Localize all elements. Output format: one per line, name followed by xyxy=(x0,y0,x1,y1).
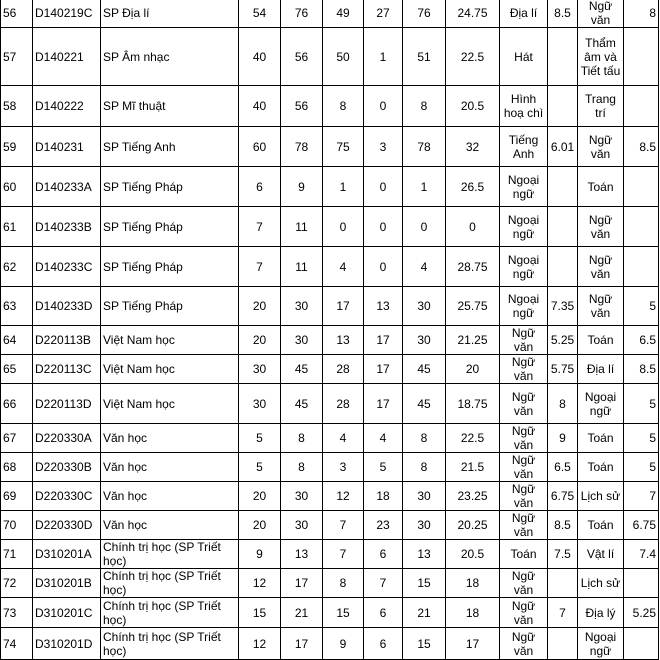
admitted-2: 6 xyxy=(364,540,403,569)
quota: 5 xyxy=(239,453,281,482)
cutoff-score: 18 xyxy=(446,598,500,628)
subject-2: Ngữ văn xyxy=(578,0,624,28)
total: 15 xyxy=(403,569,446,598)
program-name: SP Tiếng Pháp xyxy=(101,247,239,287)
program-name: Chính trị học (SP Triết học) xyxy=(101,598,239,628)
subject-2: Ngoại ngữ xyxy=(578,628,624,660)
admitted-2: 6 xyxy=(364,628,403,660)
target: 8 xyxy=(281,453,323,482)
row-number: 73 xyxy=(1,598,33,628)
subject-2: Ngữ văn xyxy=(578,127,624,167)
total: 1 xyxy=(403,167,446,207)
admitted-2: 6 xyxy=(364,598,403,628)
admitted-2: 5 xyxy=(364,453,403,482)
program-name: Chính trị học (SP Triết học) xyxy=(101,540,239,569)
table-row xyxy=(1,0,659,28)
program-code: D310201C xyxy=(33,598,101,628)
subject-2-score: 5 xyxy=(624,424,659,453)
admitted-1: 13 xyxy=(323,326,364,355)
admitted-1: 49 xyxy=(323,0,364,28)
program-name: SP Tiếng Pháp xyxy=(101,287,239,326)
subject-1-score xyxy=(548,86,578,127)
program-code: D140233D xyxy=(33,287,101,326)
subject-1-score: 9 xyxy=(548,424,578,453)
subject-2: Toán xyxy=(578,424,624,453)
row-number: 71 xyxy=(1,540,33,569)
admitted-2: 0 xyxy=(364,207,403,247)
admitted-2: 1 xyxy=(364,28,403,86)
table-row xyxy=(1,628,659,660)
subject-2: Vật lí xyxy=(578,540,624,569)
program-code: D140231 xyxy=(33,127,101,167)
quota: 7 xyxy=(239,207,281,247)
table-row xyxy=(1,127,659,167)
target: 56 xyxy=(281,28,323,86)
subject-1: Hình hoạ chì xyxy=(500,86,548,127)
row-number: 68 xyxy=(1,453,33,482)
quota: 15 xyxy=(239,598,281,628)
program-code: D220330B xyxy=(33,453,101,482)
total: 13 xyxy=(403,540,446,569)
program-name: SP Mĩ thuật xyxy=(101,86,239,127)
subject-2-score: 7 xyxy=(624,482,659,511)
row-number: 61 xyxy=(1,207,33,247)
row-number: 74 xyxy=(1,628,33,660)
table-row xyxy=(1,424,659,453)
program-code: D140219C xyxy=(33,0,101,28)
program-code: D310201D xyxy=(33,628,101,660)
cutoff-score: 20 xyxy=(446,355,500,384)
subject-1-score xyxy=(548,247,578,287)
quota: 7 xyxy=(239,247,281,287)
table-row xyxy=(1,28,659,86)
subject-2-score xyxy=(624,247,659,287)
target: 30 xyxy=(281,482,323,511)
program-name: SP Tiếng Pháp xyxy=(101,207,239,247)
subject-2-score xyxy=(624,28,659,86)
subject-2: Ngữ văn xyxy=(578,247,624,287)
admitted-1: 4 xyxy=(323,247,364,287)
admitted-1: 8 xyxy=(323,569,364,598)
admitted-1: 17 xyxy=(323,287,364,326)
subject-1: Ngữ văn xyxy=(500,384,548,424)
program-name: Văn học xyxy=(101,424,239,453)
cutoff-score: 21.25 xyxy=(446,326,500,355)
row-number: 59 xyxy=(1,127,33,167)
subject-1: Ngữ văn xyxy=(500,598,548,628)
admitted-1: 1 xyxy=(323,167,364,207)
subject-2: Lịch sử xyxy=(578,482,624,511)
admitted-1: 12 xyxy=(323,482,364,511)
row-number: 56 xyxy=(1,0,33,28)
admitted-2: 17 xyxy=(364,384,403,424)
subject-1: Ngữ văn xyxy=(500,482,548,511)
subject-2-score xyxy=(624,167,659,207)
subject-1-score xyxy=(548,628,578,660)
table-row xyxy=(1,569,659,598)
subject-1-score: 7 xyxy=(548,598,578,628)
subject-1: Ngoại ngữ xyxy=(500,287,548,326)
subject-1: Ngữ văn xyxy=(500,628,548,660)
table-row xyxy=(1,453,659,482)
total: 45 xyxy=(403,355,446,384)
program-name: SP Âm nhạc xyxy=(101,28,239,86)
cutoff-score: 22.5 xyxy=(446,28,500,86)
cutoff-score: 20.5 xyxy=(446,540,500,569)
target: 11 xyxy=(281,247,323,287)
cutoff-score: 32 xyxy=(446,127,500,167)
subject-1-score: 7.35 xyxy=(548,287,578,326)
target: 21 xyxy=(281,598,323,628)
admitted-1: 3 xyxy=(323,453,364,482)
row-number: 64 xyxy=(1,326,33,355)
subject-2-score: 5 xyxy=(624,287,659,326)
total: 30 xyxy=(403,287,446,326)
total: 30 xyxy=(403,482,446,511)
total: 21 xyxy=(403,598,446,628)
admitted-2: 18 xyxy=(364,482,403,511)
program-code: D220113C xyxy=(33,355,101,384)
program-code: D220113D xyxy=(33,384,101,424)
cutoff-score: 20.25 xyxy=(446,511,500,540)
subject-2: Ngoại ngữ xyxy=(578,384,624,424)
table-row xyxy=(1,540,659,569)
cutoff-score: 17 xyxy=(446,628,500,660)
program-name: SP Tiếng Anh xyxy=(101,127,239,167)
table-row xyxy=(1,511,659,540)
subject-2: Lịch sử xyxy=(578,569,624,598)
total: 51 xyxy=(403,28,446,86)
cutoff-score: 18.75 xyxy=(446,384,500,424)
subject-1: Ngữ văn xyxy=(500,355,548,384)
total: 45 xyxy=(403,384,446,424)
admitted-2: 0 xyxy=(364,167,403,207)
row-number: 66 xyxy=(1,384,33,424)
subject-1: Ngữ văn xyxy=(500,511,548,540)
program-code: D140233C xyxy=(33,247,101,287)
program-code: D140222 xyxy=(33,86,101,127)
row-number: 67 xyxy=(1,424,33,453)
subject-1: Tiếng Anh xyxy=(500,127,548,167)
subject-2-score xyxy=(624,207,659,247)
program-code: D220330C xyxy=(33,482,101,511)
subject-2-score: 8.5 xyxy=(624,355,659,384)
table-row xyxy=(1,247,659,287)
subject-2-score: 5 xyxy=(624,453,659,482)
admitted-1: 0 xyxy=(323,207,364,247)
subject-1-score xyxy=(548,167,578,207)
cutoff-score: 25.75 xyxy=(446,287,500,326)
admitted-1: 28 xyxy=(323,355,364,384)
quota: 30 xyxy=(239,384,281,424)
quota: 40 xyxy=(239,86,281,127)
cutoff-score: 18 xyxy=(446,569,500,598)
quota: 20 xyxy=(239,326,281,355)
admitted-1: 7 xyxy=(323,540,364,569)
program-name: Văn học xyxy=(101,511,239,540)
cutoff-score: 23.25 xyxy=(446,482,500,511)
target: 78 xyxy=(281,127,323,167)
row-number: 69 xyxy=(1,482,33,511)
subject-2-score: 5 xyxy=(624,384,659,424)
subject-2: Ngữ văn xyxy=(578,287,624,326)
admitted-2: 23 xyxy=(364,511,403,540)
quota: 6 xyxy=(239,167,281,207)
table-row xyxy=(1,207,659,247)
row-number: 63 xyxy=(1,287,33,326)
program-name: SP Tiếng Pháp xyxy=(101,167,239,207)
subject-1: Ngữ văn xyxy=(500,326,548,355)
subject-1-score: 6.5 xyxy=(548,453,578,482)
quota: 54 xyxy=(239,0,281,28)
subject-2: Ngữ văn xyxy=(578,207,624,247)
total: 8 xyxy=(403,424,446,453)
admitted-2: 3 xyxy=(364,127,403,167)
row-number: 70 xyxy=(1,511,33,540)
total: 0 xyxy=(403,207,446,247)
quota: 9 xyxy=(239,540,281,569)
target: 8 xyxy=(281,424,323,453)
admitted-2: 7 xyxy=(364,569,403,598)
subject-1: Ngoại ngữ xyxy=(500,247,548,287)
subject-1-score: 8.5 xyxy=(548,511,578,540)
subject-2-score: 8 xyxy=(624,0,659,28)
program-name: Việt Nam học xyxy=(101,384,239,424)
row-number: 65 xyxy=(1,355,33,384)
admitted-1: 28 xyxy=(323,384,364,424)
table-row xyxy=(1,167,659,207)
subject-2: Trang trí xyxy=(578,86,624,127)
cutoff-score: 28.75 xyxy=(446,247,500,287)
admitted-2: 17 xyxy=(364,355,403,384)
admitted-1: 8 xyxy=(323,86,364,127)
total: 15 xyxy=(403,628,446,660)
table-row xyxy=(1,482,659,511)
table-row xyxy=(1,326,659,355)
cutoff-score: 22.5 xyxy=(446,424,500,453)
row-number: 62 xyxy=(1,247,33,287)
total: 30 xyxy=(403,511,446,540)
row-number: 60 xyxy=(1,167,33,207)
table-body xyxy=(1,0,659,660)
target: 45 xyxy=(281,355,323,384)
admitted-1: 15 xyxy=(323,598,364,628)
cutoff-score: 26.5 xyxy=(446,167,500,207)
row-number: 72 xyxy=(1,569,33,598)
subject-1: Ngữ văn xyxy=(500,453,548,482)
admitted-2: 13 xyxy=(364,287,403,326)
quota: 40 xyxy=(239,28,281,86)
total: 30 xyxy=(403,326,446,355)
subject-2-score xyxy=(624,569,659,598)
total: 4 xyxy=(403,247,446,287)
program-code: D220330A xyxy=(33,424,101,453)
quota: 60 xyxy=(239,127,281,167)
target: 45 xyxy=(281,384,323,424)
admitted-2: 0 xyxy=(364,86,403,127)
admitted-2: 17 xyxy=(364,326,403,355)
subject-2: Toán xyxy=(578,511,624,540)
subject-1-score: 5.25 xyxy=(548,326,578,355)
subject-1-score: 8.5 xyxy=(548,0,578,28)
target: 13 xyxy=(281,540,323,569)
subject-2-score: 8.5 xyxy=(624,127,659,167)
table-row xyxy=(1,287,659,326)
subject-2: Toán xyxy=(578,167,624,207)
program-code: D140233B xyxy=(33,207,101,247)
target: 17 xyxy=(281,569,323,598)
subject-1-score: 5.75 xyxy=(548,355,578,384)
row-number: 57 xyxy=(1,28,33,86)
subject-1: Địa lí xyxy=(500,0,548,28)
program-name: SP Địa lí xyxy=(101,0,239,28)
subject-1: Toán xyxy=(500,540,548,569)
total: 78 xyxy=(403,127,446,167)
subject-2-score xyxy=(624,86,659,127)
subject-1: Ngữ văn xyxy=(500,569,548,598)
subject-2-score: 5.25 xyxy=(624,598,659,628)
subject-2: Địa lý xyxy=(578,598,624,628)
subject-2: Toán xyxy=(578,326,624,355)
subject-2: Địa lí xyxy=(578,355,624,384)
program-name: Chính trị học (SP Triết học) xyxy=(101,628,239,660)
cutoff-score: 24.75 xyxy=(446,0,500,28)
admitted-2: 27 xyxy=(364,0,403,28)
target: 30 xyxy=(281,326,323,355)
target: 76 xyxy=(281,0,323,28)
admitted-1: 4 xyxy=(323,424,364,453)
program-code: D220330D xyxy=(33,511,101,540)
program-name: Việt Nam học xyxy=(101,326,239,355)
program-name: Văn học xyxy=(101,482,239,511)
target: 9 xyxy=(281,167,323,207)
cutoff-score: 0 xyxy=(446,207,500,247)
subject-1-score: 7.5 xyxy=(548,540,578,569)
subject-1-score: 6.75 xyxy=(548,482,578,511)
subject-2-score: 7.4 xyxy=(624,540,659,569)
program-name: Văn học xyxy=(101,453,239,482)
subject-2-score: 6.5 xyxy=(624,326,659,355)
quota: 20 xyxy=(239,482,281,511)
cutoff-score: 20.5 xyxy=(446,86,500,127)
target: 30 xyxy=(281,511,323,540)
admitted-1: 9 xyxy=(323,628,364,660)
program-code: D140233A xyxy=(33,167,101,207)
subject-1-score xyxy=(548,569,578,598)
subject-1-score: 6.01 xyxy=(548,127,578,167)
table-row xyxy=(1,598,659,628)
row-number: 58 xyxy=(1,86,33,127)
table-row xyxy=(1,384,659,424)
subject-2: Toán xyxy=(578,453,624,482)
program-code: D140221 xyxy=(33,28,101,86)
program-code: D220113B xyxy=(33,326,101,355)
subject-2: Thẩm âm và Tiết tấu xyxy=(578,28,624,86)
quota: 12 xyxy=(239,569,281,598)
subject-1: Ngoại ngữ xyxy=(500,167,548,207)
target: 17 xyxy=(281,628,323,660)
target: 11 xyxy=(281,207,323,247)
cutoff-score: 21.5 xyxy=(446,453,500,482)
program-name: Việt Nam học xyxy=(101,355,239,384)
table-row xyxy=(1,86,659,127)
subject-1-score xyxy=(548,207,578,247)
total: 8 xyxy=(403,86,446,127)
program-name: Chính trị học (SP Triết học) xyxy=(101,569,239,598)
target: 56 xyxy=(281,86,323,127)
subject-1: Ngoại ngữ xyxy=(500,207,548,247)
admitted-2: 4 xyxy=(364,424,403,453)
program-code: D310201A xyxy=(33,540,101,569)
table-row xyxy=(1,355,659,384)
quota: 12 xyxy=(239,628,281,660)
quota: 20 xyxy=(239,287,281,326)
subject-1: Hát xyxy=(500,28,548,86)
admitted-1: 50 xyxy=(323,28,364,86)
quota: 20 xyxy=(239,511,281,540)
admitted-1: 7 xyxy=(323,511,364,540)
quota: 5 xyxy=(239,424,281,453)
subject-2-score xyxy=(624,628,659,660)
subject-1-score: 8 xyxy=(548,384,578,424)
target: 30 xyxy=(281,287,323,326)
admitted-1: 75 xyxy=(323,127,364,167)
subject-1: Ngữ văn xyxy=(500,424,548,453)
subject-1-score xyxy=(548,28,578,86)
subject-2-score: 6.75 xyxy=(624,511,659,540)
quota: 30 xyxy=(239,355,281,384)
total: 76 xyxy=(403,0,446,28)
total: 8 xyxy=(403,453,446,482)
program-code: D310201B xyxy=(33,569,101,598)
admitted-2: 0 xyxy=(364,247,403,287)
